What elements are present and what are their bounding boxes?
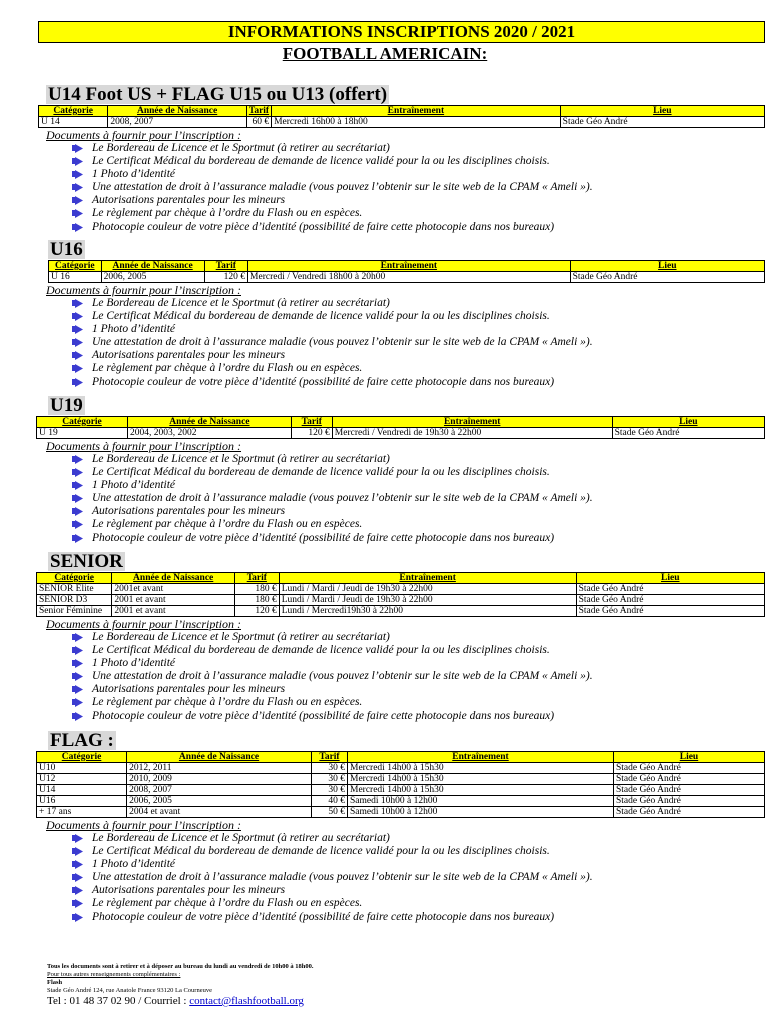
footer-org-name: Flash [47,979,63,986]
info-table [48,260,765,283]
list-item [72,221,765,234]
list-item [72,297,765,310]
table-cell: U10 [37,763,127,774]
table-header-row [37,752,765,763]
table-cell: 180 € [234,595,279,606]
column-header: Tarif [246,106,271,117]
bullet-arrow-icon [72,712,83,721]
section-1 [48,240,765,389]
table-row [37,584,765,595]
table-cell: 2006, 2005 [127,796,312,807]
table-cell: SENIOR Elite [37,584,112,595]
table-cell: + 17 ans [37,807,127,818]
list-item-text: Photocopie couleur de votre pièce d’identité (possibilité de faire cette photocopie dans nos bureaux) [92,220,555,233]
table-cell: 2008, 2007 [127,785,312,796]
column-header: Année de Naissance [101,261,204,272]
bullet-arrow-icon [72,351,83,360]
list-item-text: Autorisations parentales pour les mineurs [92,349,286,362]
bullet-arrow-icon [72,209,83,218]
list-item [72,349,765,362]
section-4 [36,731,765,924]
bullet-arrow-icon [72,223,83,232]
table-cell: 2006, 2005 [101,272,204,283]
documents-heading: Documents à fournir pour l’inscription : [46,818,241,832]
list-item [72,310,765,323]
table-cell: 2001 et avant [112,606,235,617]
table-row [37,796,765,807]
section-title: U16 [50,239,83,260]
list-item-text: 1 Photo d’identité [92,858,176,871]
bullet-arrow-icon [72,646,83,655]
list-item-text: Le règlement par chèque à l’ordre du Flash ou en espèces. [92,518,363,531]
table-cell: 2004 et avant [127,807,312,818]
table-row [37,763,765,774]
list-item-text: Le Certificat Médical du bordereau de demande de licence validé pour la ou les disciplines choisis. [92,155,550,168]
list-item-text: Le Certificat Médical du bordereau de demande de licence validé pour la ou les disciplines choisis. [92,466,550,479]
footer-email-link[interactable]: contact@flashfootball.org [189,995,304,1007]
bullet-arrow-icon [72,468,83,477]
info-table [38,105,765,128]
list-item [72,181,765,194]
list-item [72,323,765,336]
bullet-arrow-icon [72,913,83,922]
list-item [72,683,765,696]
list-item-text: Le règlement par chèque à l’ordre du Flash ou en espèces. [92,696,363,709]
documents-heading: Documents à fournir pour l’inscription : [46,128,241,142]
list-item-text: Une attestation de droit à l’assurance maladie (vous pouvez l’obtenir sur le site web de la CPAM « Ameli »). [92,871,593,884]
table-cell: Stade Géo André [612,428,764,439]
list-item-text: Autorisations parentales pour les mineurs [92,505,286,518]
list-item [72,168,765,181]
list-item-text: Le règlement par chèque à l’ordre du Flash ou en espèces. [92,207,363,220]
footer-hours: Tous les documents sont à retirer et à déposer au bureau du lundi au vendredi de 10h00 à 18h00. [47,963,314,970]
list-item [72,207,765,220]
list-item [72,336,765,349]
list-item [72,142,765,155]
column-header: Lieu [612,417,764,428]
list-item-text: 1 Photo d’identité [92,657,176,670]
table-cell: Stade Géo André [570,272,764,283]
column-header: Catégorie [37,417,128,428]
section-title: SENIOR [50,551,123,572]
documents-list [46,832,765,924]
table-cell: 120 € [291,428,332,439]
table-cell: Samedi 10h00 à 12h00 [348,796,614,807]
table-cell: 40 € [311,796,347,807]
list-item-text: Le Certificat Médical du bordereau de demande de licence validé pour la ou les disciplines choisis. [92,845,550,858]
column-header: Entraînement [272,106,561,117]
documents-heading: Documents à fournir pour l’inscription : [46,439,241,453]
list-item [72,670,765,683]
info-table [36,751,765,818]
bullet-arrow-icon [72,834,83,843]
footer-contact [47,995,313,1008]
section-title: U19 [50,395,83,416]
list-item-text: Le Certificat Médical du bordereau de demande de licence validé pour la ou les disciplines choisis. [92,310,550,323]
column-header: Tarif [234,573,279,584]
bullet-arrow-icon [72,633,83,642]
table-cell: U 16 [49,272,102,283]
column-header: Catégorie [39,106,108,117]
table-cell: 120 € [234,606,279,617]
list-item [72,832,765,845]
table-cell: 2012, 2011 [127,763,312,774]
table-cell: Stade Géo André [613,807,764,818]
table-cell: 180 € [234,584,279,595]
documents-list [46,297,765,389]
footer-address: Stade Géo André 124, rue Anatole France 93120 La Courneuve [47,987,212,994]
bullet-arrow-icon [72,196,83,205]
table-cell: Mercredi 14h00 à 15h30 [348,774,614,785]
table-header-row [49,261,765,272]
list-item [72,505,765,518]
list-item-text: Photocopie couleur de votre pièce d’identité (possibilité de faire cette photocopie dans nos bureaux) [92,709,555,722]
bullet-arrow-icon [72,312,83,321]
page-title: INFORMATIONS INSCRIPTIONS 2020 / 2021 [227,22,576,41]
column-header: Entraînement [279,573,576,584]
section-2 [36,396,765,545]
list-item-text: 1 Photo d’identité [92,323,176,336]
table-cell: Stade Géo André [576,595,764,606]
list-item [72,453,765,466]
list-item-text: Le Certificat Médical du bordereau de demande de licence validé pour la ou les disciplines choisis. [92,644,550,657]
table-cell: 2008, 2007 [108,117,247,128]
table-cell: U16 [37,796,127,807]
list-item [72,871,765,884]
list-item [72,897,765,910]
bullet-arrow-icon [72,494,83,503]
list-item-text: Le Bordereau de Licence et le Sportmut (à retirer au secrétariat) [92,453,390,465]
column-header: Catégorie [49,261,102,272]
list-item-text: Le Bordereau de Licence et le Sportmut (à retirer au secrétariat) [92,297,390,309]
table-cell: 2004, 2003, 2002 [128,428,292,439]
list-item-text: Autorisations parentales pour les mineurs [92,194,286,207]
list-item [72,466,765,479]
column-header: Catégorie [37,573,112,584]
table-cell: 120 € [204,272,247,283]
table-cell: Samedi 10h00 à 12h00 [348,807,614,818]
section-3 [36,552,765,723]
table-row [39,117,765,128]
documents-heading: Documents à fournir pour l’inscription : [46,617,241,631]
column-header: Tarif [204,261,247,272]
table-row [49,272,765,283]
table-cell: Mercredi / Vendredi 18h00 à 20h00 [248,272,571,283]
table-cell: Lundi / Mardi / Jeudi de 19h30 à 22h00 [279,595,576,606]
info-table [36,416,765,439]
documents-heading: Documents à fournir pour l’inscription : [46,283,241,297]
table-row [37,807,765,818]
bullet-arrow-icon [72,170,83,179]
bullet-arrow-icon [72,886,83,895]
list-item-text: Le Bordereau de Licence et le Sportmut (à retirer au secrétariat) [92,832,390,844]
list-item-text: Une attestation de droit à l’assurance maladie (vous pouvez l’obtenir sur le site web de la CPAM « Ameli »). [92,492,593,505]
table-cell: Mercredi 14h00 à 15h30 [348,785,614,796]
table-cell: Senior Féminine [37,606,112,617]
table-row [37,606,765,617]
table-cell: Mercredi 14h00 à 15h30 [348,763,614,774]
table-cell: 30 € [311,785,347,796]
list-item [72,845,765,858]
table-cell: 60 € [246,117,271,128]
table-cell: Stade Géo André [613,785,764,796]
bullet-arrow-icon [72,659,83,668]
list-item [72,376,765,389]
column-header: Lieu [560,106,764,117]
bullet-arrow-icon [72,157,83,166]
bullet-arrow-icon [72,325,83,334]
column-header: Catégorie [37,752,127,763]
list-item [72,911,765,924]
table-cell: Stade Géo André [613,763,764,774]
page-title-banner [38,21,765,43]
footer [47,963,313,1008]
info-table [36,572,765,617]
documents-list [46,453,765,545]
list-item-text: Le règlement par chèque à l’ordre du Flash ou en espèces. [92,897,363,910]
list-item [72,155,765,168]
column-header: Année de Naissance [112,573,235,584]
column-header: Lieu [570,261,764,272]
table-header-row [37,573,765,584]
bullet-arrow-icon [72,847,83,856]
bullet-arrow-icon [72,378,83,387]
list-item-text: Autorisations parentales pour les mineurs [92,884,286,897]
table-cell: U 19 [37,428,128,439]
table-cell: U 14 [39,117,108,128]
bullet-arrow-icon [72,860,83,869]
column-header: Année de Naissance [128,417,292,428]
bullet-arrow-icon [72,338,83,347]
list-item-text: Le Bordereau de Licence et le Sportmut (à retirer au secrétariat) [92,631,390,643]
bullet-arrow-icon [72,144,83,153]
list-item-text: Autorisations parentales pour les mineurs [92,683,286,696]
bullet-arrow-icon [72,698,83,707]
list-item-text: Une attestation de droit à l’assurance maladie (vous pouvez l’obtenir sur le site web de la CPAM « Ameli »). [92,181,593,194]
bullet-arrow-icon [72,364,83,373]
bullet-arrow-icon [72,534,83,543]
bullet-arrow-icon [72,672,83,681]
list-item-text: 1 Photo d’identité [92,168,176,181]
table-cell: 30 € [311,763,347,774]
section-title: FLAG : [50,730,114,751]
list-item-text: Photocopie couleur de votre pièce d’identité (possibilité de faire cette photocopie dans nos bureaux) [92,531,555,544]
list-item [72,884,765,897]
table-header-row [39,106,765,117]
column-header: Entraînement [332,417,612,428]
column-header: Année de Naissance [127,752,312,763]
bullet-arrow-icon [72,183,83,192]
bullet-arrow-icon [72,299,83,308]
page-subtitle: FOOTBALL AMERICAIN: [282,44,488,63]
column-header: Lieu [576,573,764,584]
bullet-arrow-icon [72,520,83,529]
list-item-text: Le règlement par chèque à l’ordre du Flash ou en espèces. [92,362,363,375]
table-cell: Mercredi / Vendredi de 19h30 à 22h00 [332,428,612,439]
column-header: Tarif [291,417,332,428]
table-row [37,785,765,796]
list-item [72,532,765,545]
list-item [72,858,765,871]
list-item [72,644,765,657]
list-item-text: 1 Photo d’identité [92,479,176,492]
list-item-text: Photocopie couleur de votre pièce d’identité (possibilité de faire cette photocopie dans nos bureaux) [92,375,555,388]
bullet-arrow-icon [72,507,83,516]
list-item [72,194,765,207]
bullet-arrow-icon [72,685,83,694]
table-cell: Lundi / Mercredi19h30 à 22h00 [279,606,576,617]
table-cell: Lundi / Mardi / Jeudi de 19h30 à 22h00 [279,584,576,595]
column-header: Tarif [311,752,347,763]
list-item-text: Photocopie couleur de votre pièce d’identité (possibilité de faire cette photocopie dans nos bureaux) [92,910,555,923]
table-cell: 2010, 2009 [127,774,312,785]
table-cell: 2001et avant [112,584,235,595]
table-cell: Stade Géo André [576,606,764,617]
table-cell: Stade Géo André [576,584,764,595]
column-header: Entraînement [348,752,614,763]
table-cell: Stade Géo André [613,796,764,807]
bullet-arrow-icon [72,899,83,908]
table-cell: U14 [37,785,127,796]
column-header: Année de Naissance [108,106,247,117]
bullet-arrow-icon [72,455,83,464]
table-cell: Mercredi 16h00 à 18h00 [272,117,561,128]
table-cell: 30 € [311,774,347,785]
table-cell: SENIOR D3 [37,595,112,606]
column-header: Lieu [613,752,764,763]
bullet-arrow-icon [72,873,83,882]
table-cell: 50 € [311,807,347,818]
column-header: Entraînement [248,261,571,272]
list-item [72,696,765,709]
list-item [72,710,765,723]
list-item [72,631,765,644]
list-item-text: Le Bordereau de Licence et le Sportmut (à retirer au secrétariat) [92,142,390,154]
section-0 [38,85,765,234]
list-item [72,657,765,670]
table-row [37,774,765,785]
bullet-arrow-icon [72,481,83,490]
list-item [72,362,765,375]
table-row [37,428,765,439]
footer-phone: Tel : 01 48 37 02 90 / Courriel : [47,995,190,1007]
list-item-text: Une attestation de droit à l’assurance maladie (vous pouvez l’obtenir sur le site web de la CPAM « Ameli »). [92,336,593,349]
table-cell: U12 [37,774,127,785]
table-row [37,595,765,606]
list-item [72,479,765,492]
footer-info-label: Pour tous autres renseignements complémentaires : [47,971,181,978]
list-item [72,492,765,505]
table-cell: Stade Géo André [560,117,764,128]
documents-list [46,631,765,723]
documents-list [46,142,765,234]
list-item [72,518,765,531]
section-title: U14 Foot US + FLAG U15 ou U13 (offert) [48,84,388,105]
table-header-row [37,417,765,428]
table-cell: 2001 et avant [112,595,235,606]
table-cell: Stade Géo André [613,774,764,785]
list-item-text: Une attestation de droit à l’assurance maladie (vous pouvez l’obtenir sur le site web de la CPAM « Ameli »). [92,670,593,683]
